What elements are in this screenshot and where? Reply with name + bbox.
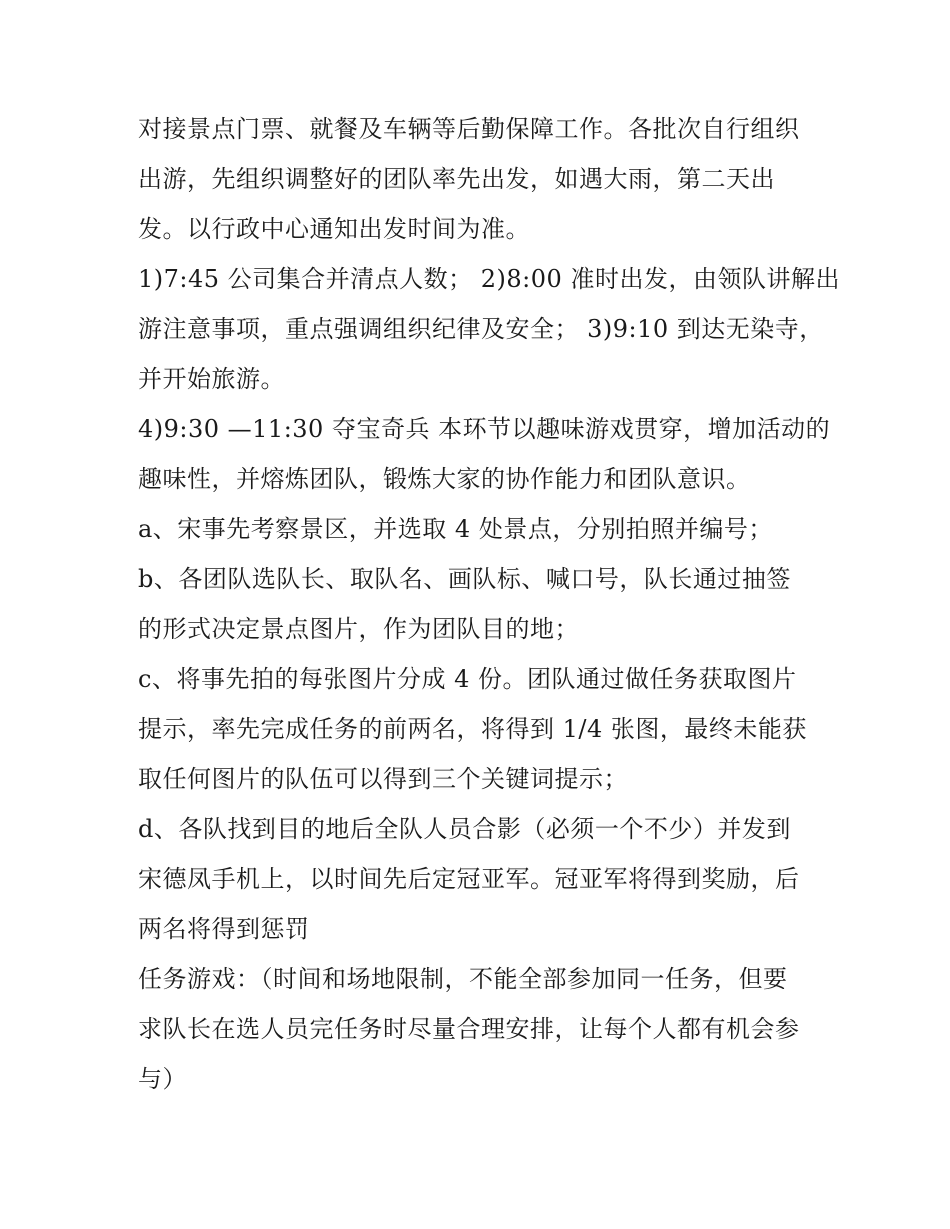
text-line: 任务游戏：（时间和场地限制，不能全部参加同一任务，但要 — [138, 965, 788, 993]
document-body — [138, 104, 840, 1104]
text-line: c、将事先拍的每张图片分成 4 份。团队通过做任务获取图片 — [138, 665, 797, 693]
text-line: 提示，率先完成任务的前两名，将得到 1/4 张图，最终未能获 — [138, 715, 807, 743]
text-line: 1)7:45 公司集合并清点人数； 2)8:00 准时出发，由领队讲解出 — [138, 265, 840, 293]
text-line: b、各团队选队长、取队名、画队标、喊口号，队长通过抽签 — [138, 565, 791, 593]
text-line: 发。以行政中心通知出发时间为准。 — [138, 215, 530, 243]
text-line: 宋德凤手机上，以时间先后定冠亚军。冠亚军将得到奖励，后 — [138, 865, 800, 893]
text-line: 的形式决定景点图片，作为团队目的地； — [138, 615, 579, 643]
text-line: 4)9:30 —11:30 夺宝奇兵 本环节以趣味游戏贯穿，增加活动的 — [138, 415, 831, 443]
text-line: d、各队找到目的地后全队人员合影（必须一个不少）并发到 — [138, 815, 791, 843]
text-line: 两名将得到惩罚 — [138, 915, 310, 943]
text-line: 与） — [138, 1065, 187, 1093]
text-line: 趣味性，并熔炼团队，锻炼大家的协作能力和团队意识。 — [138, 465, 751, 493]
text-line: 取任何图片的队伍可以得到三个关键词提示； — [138, 765, 628, 793]
text-line: 出游，先组织调整好的团队率先出发，如遇大雨，第二天出 — [138, 165, 775, 193]
text-line: 对接景点门票、就餐及车辆等后勤保障工作。各批次自行组织 — [138, 115, 800, 143]
text-line: 求队长在选人员完任务时尽量合理安排，让每个人都有机会参 — [138, 1015, 800, 1043]
text-line: 游注意事项，重点强调组织纪律及安全； 3)9:10 到达无染寺， — [138, 315, 824, 343]
text-line: 并开始旅游。 — [138, 365, 285, 393]
text-line: a、宋事先考察景区，并选取 4 处景点，分别拍照并编号； — [138, 515, 773, 543]
